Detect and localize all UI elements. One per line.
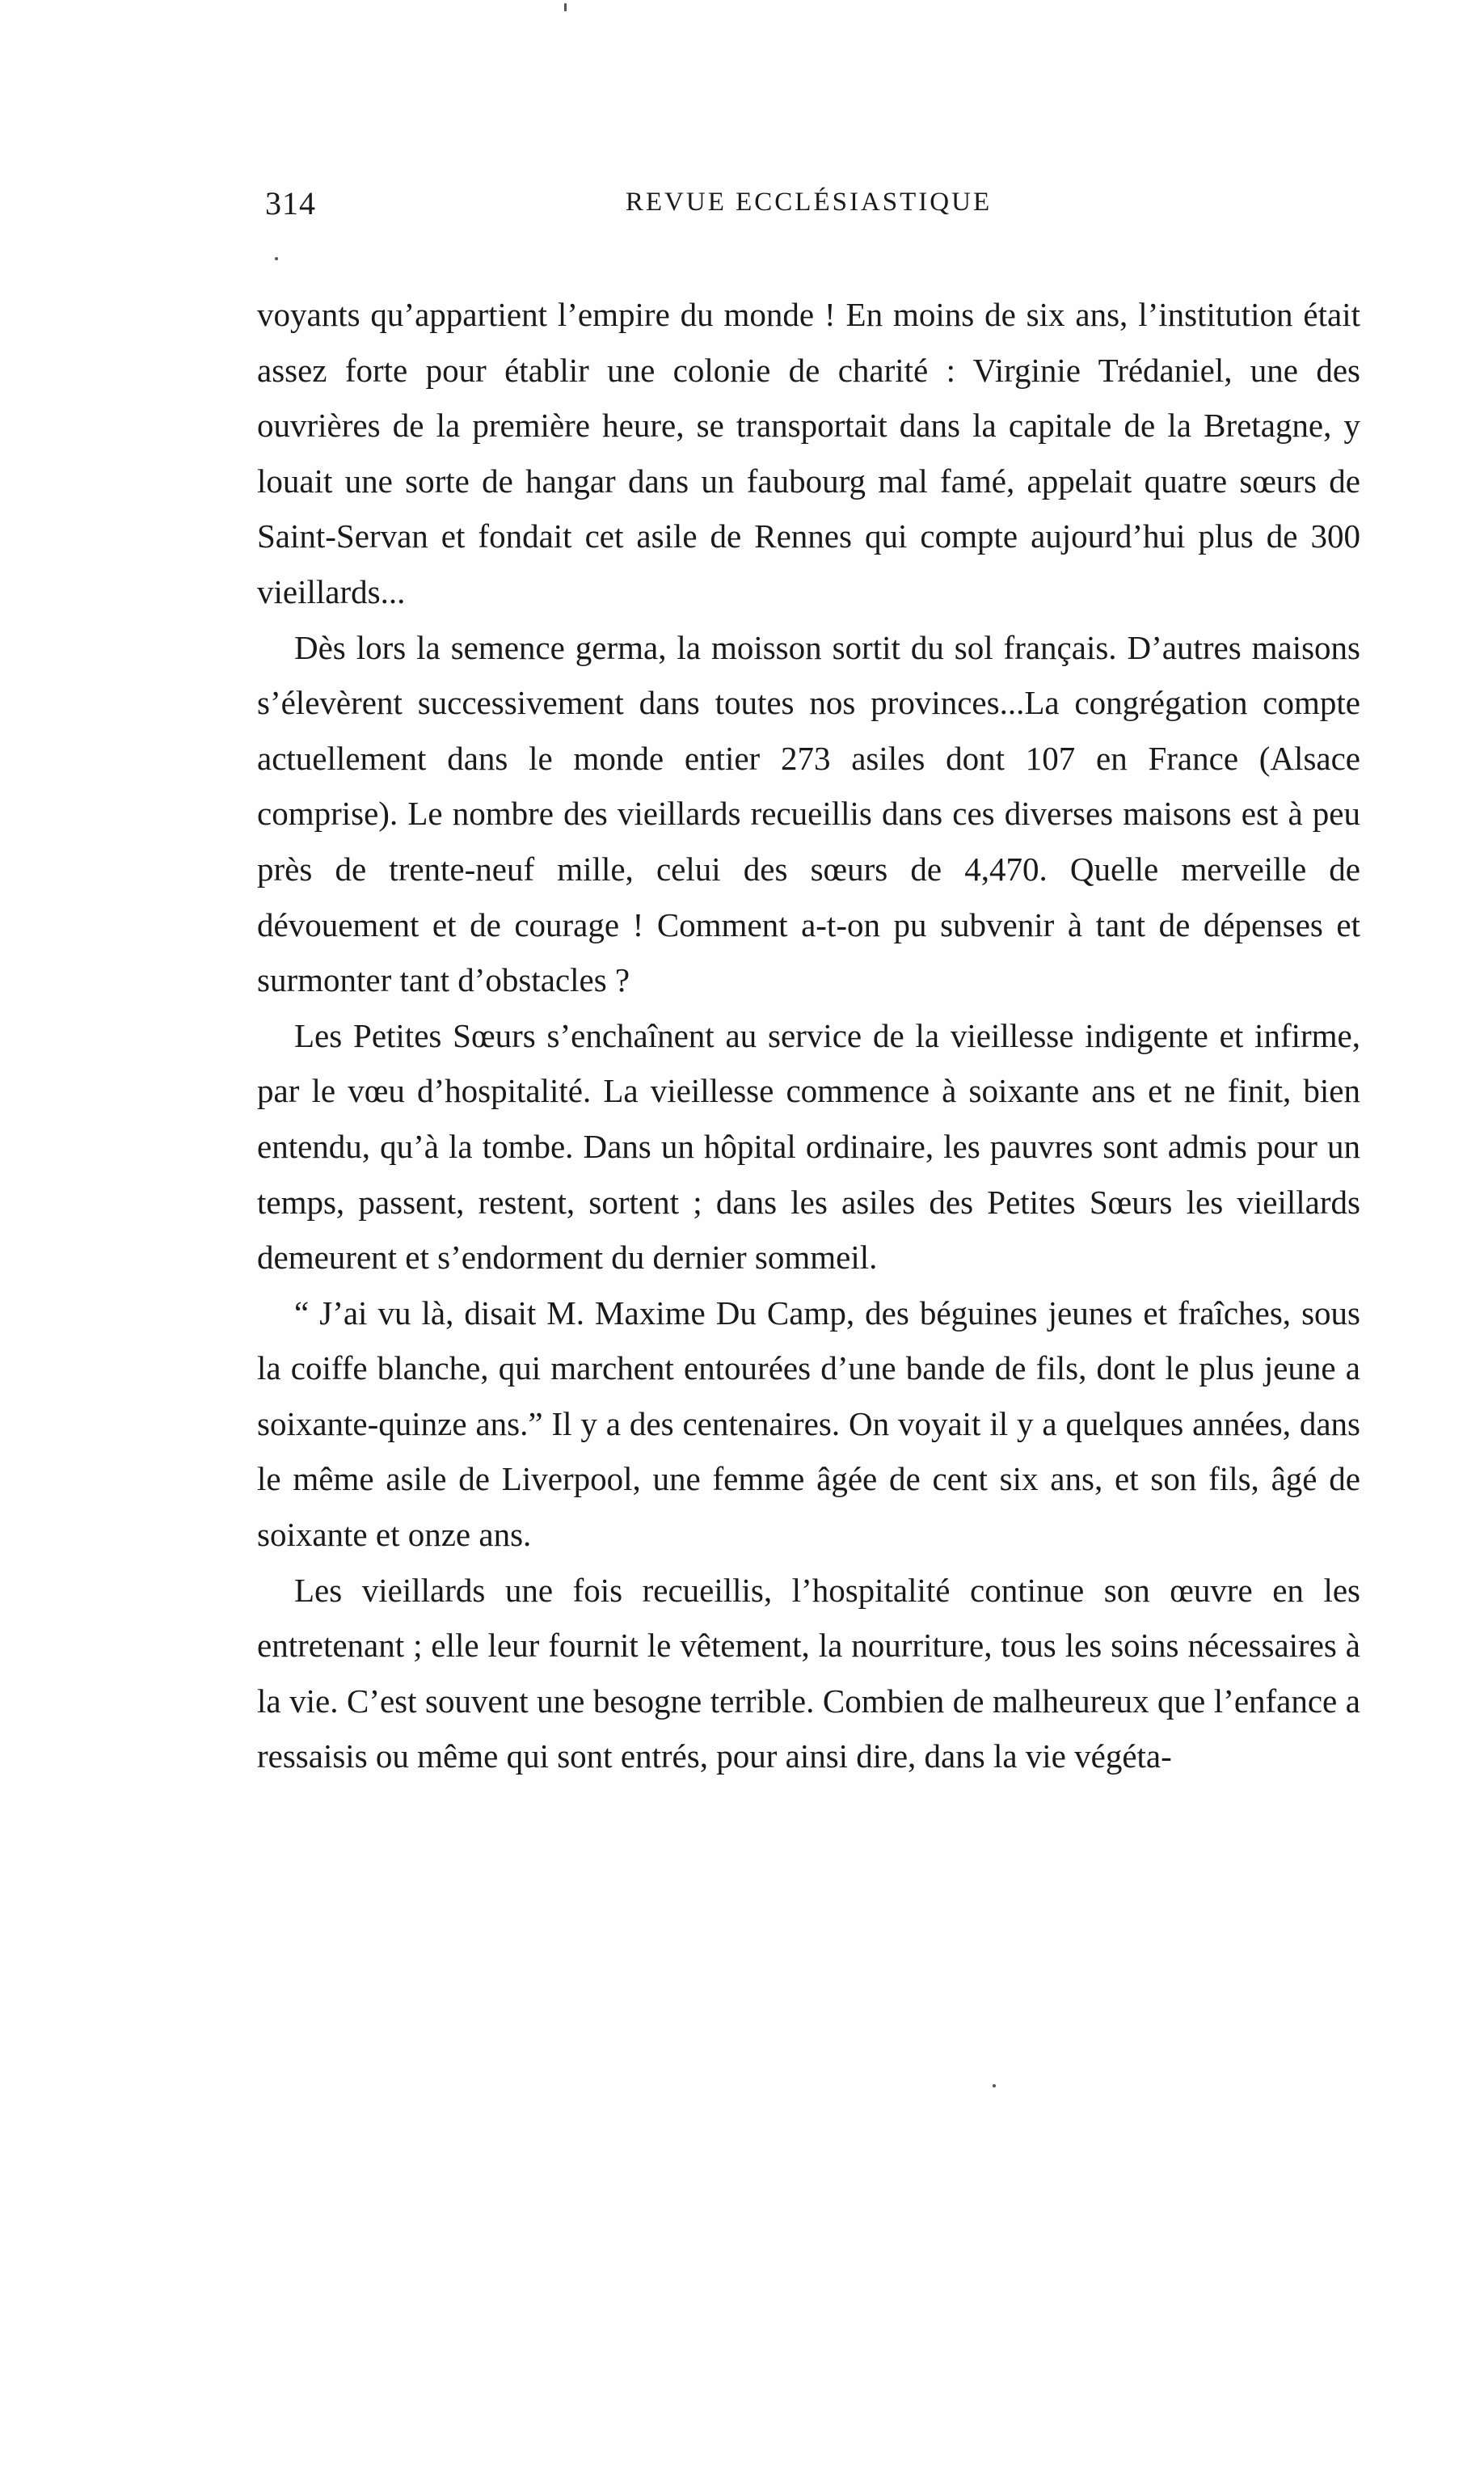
running-head: REVUE ECCLÉSIASTIQUE bbox=[625, 188, 993, 217]
paragraph: Les vieillards une fois recueillis, l’hospitalité continue son œuvre en les entretenant ; elle leur fournit le vêtement, la nourriture, tous les soins nécessaires à la vie. C’est souvent une besogne terrible. Combien de malheureux que l’enfance a ressaisis ou même qui sont entrés, pour ainsi dire, dans la vie végéta- bbox=[257, 1571, 1360, 1775]
body-text bbox=[257, 287, 1360, 1784]
paragraph: voyants qu’appartient l’empire du monde ! En moins de six ans, l’institution était assez forte pour établir une colonie de charité : Virginie Trédaniel, une des ouvrières de la première heure, se transportait dans la capitale de la Bretagne, y louait une sorte de hangar dans un faubourg mal famé, appelait quatre sœurs de Saint-Servan et fondait cet asile de Rennes qui compte aujourd’hui plus de 300 vieillards... bbox=[257, 296, 1360, 610]
page-number: 314 bbox=[265, 185, 316, 222]
paragraph: Les Petites Sœurs s’enchaînent au service de la vieillesse indigente et infirme, par le vœu d’hospitalité. La vieillesse commence à soixante ans et ne finit, bien entendu, qu’à la tombe. Dans un hôpital ordinaire, les pauvres sont admis pour un temps, passent, restent, sortent ; dans les asiles des Petites Sœurs les vieillards demeurent et s’endorment du dernier sommeil. bbox=[257, 1016, 1360, 1277]
page-header bbox=[257, 184, 1360, 233]
print-speck bbox=[564, 3, 567, 11]
paragraph: “ J’ai vu là, disait M. Maxime Du Camp, des béguines jeunes et fraîches, sous la coiffe blanche, qui marchent entourées d’une bande de fils, dont le plus jeune a soixante-quinze ans.” Il y a des centenaires. On voyait il y a quelques années, dans le même asile de Liverpool, une femme âgée de cent six ans, et son fils, âgé de soixante et onze ans. bbox=[257, 1294, 1360, 1554]
print-speck bbox=[993, 2084, 996, 2087]
paragraph: Dès lors la semence germa, la moisson sortit du sol français. D’autres maisons s’élevèrent successivement dans toutes nos provinces...La congrégation compte actuellement dans le monde entier 273 asiles dont 107 en France (Alsace comprise). Le nombre des vieillards recueillis dans ces diverses maisons est à peu près de trente-neuf mille, celui des sœurs de 4,470. Quelle merveille de dévouement et de courage ! Comment a-t-on pu subvenir à tant de dépenses et surmonter tant d’obstacles ? bbox=[257, 628, 1360, 999]
print-speck bbox=[275, 257, 278, 260]
